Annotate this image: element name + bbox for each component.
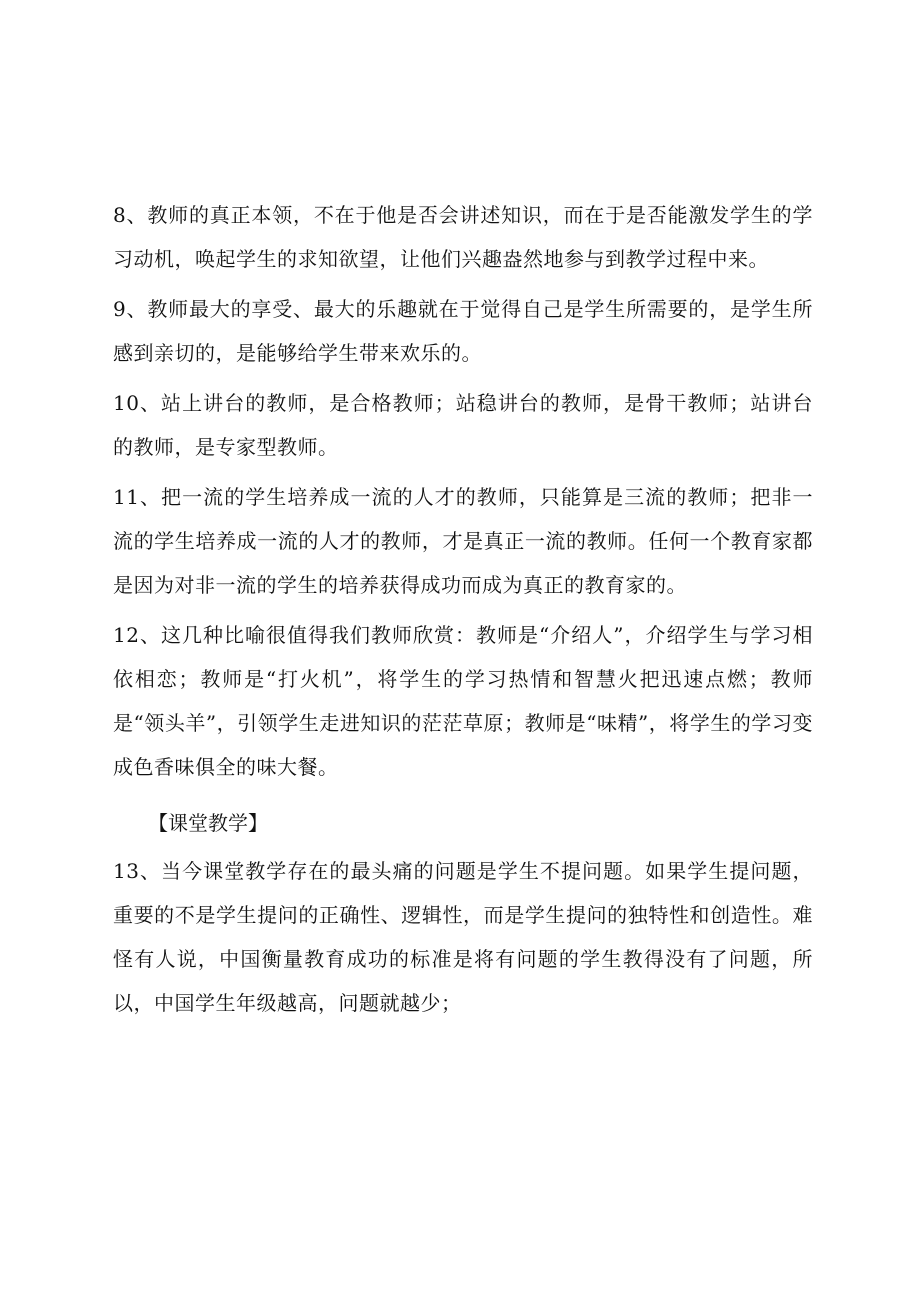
paragraph-10: 10、站上讲台的教师，是合格教师；站稳讲台的教师，是骨干教师；站讲台的教师，是专家型教师。 [113,391,813,459]
paragraph-9: 9、教师最大的享受、最大的乐趣就在于觉得自己是学生所需要的，是学生所感到亲切的，是能够给学生带来欢乐的。 [113,297,813,365]
paragraph-8: 8、教师的真正本领，不在于他是否会讲述知识，而在于是否能激发学生的学习动机，唤起学生的求知欲望，让他们兴趣盎然地参与到教学过程中来。 [113,203,813,271]
paragraph-13: 13、当今课堂教学存在的最头痛的问题是学生不提问题。如果学生提问题，重要的不是学生提问的正确性、逻辑性，而是学生提问的独特性和创造性。难怪有人说，中国衡量教育成功的标准是将有问题的学生教得没有了问题，所以，中国学生年级越高，问题就越少； [113,859,813,1015]
paragraph-12: 12、这几种比喻很值得我们教师欣赏：教师是“介绍人”，介绍学生与学习相依相恋；教师是“打火机”，将学生的学习热情和智慧火把迅速点燃；教师是“领头羊”，引领学生走进知识的茫茫草原；教师是“味精”，将学生的学习变成色香味俱全的味大餐。 [113,623,813,779]
document-body [113,193,813,1031]
paragraph-11: 11、把一流的学生培养成一流的人才的教师，只能算是三流的教师；把非一流的学生培养成一流的人才的教师，才是真正一流的教师。任何一个教育家都是因为对非一流的学生的培养获得成功而成为真正的教育家的。 [113,485,813,597]
section-heading: 【课堂教学】 [148,811,268,835]
